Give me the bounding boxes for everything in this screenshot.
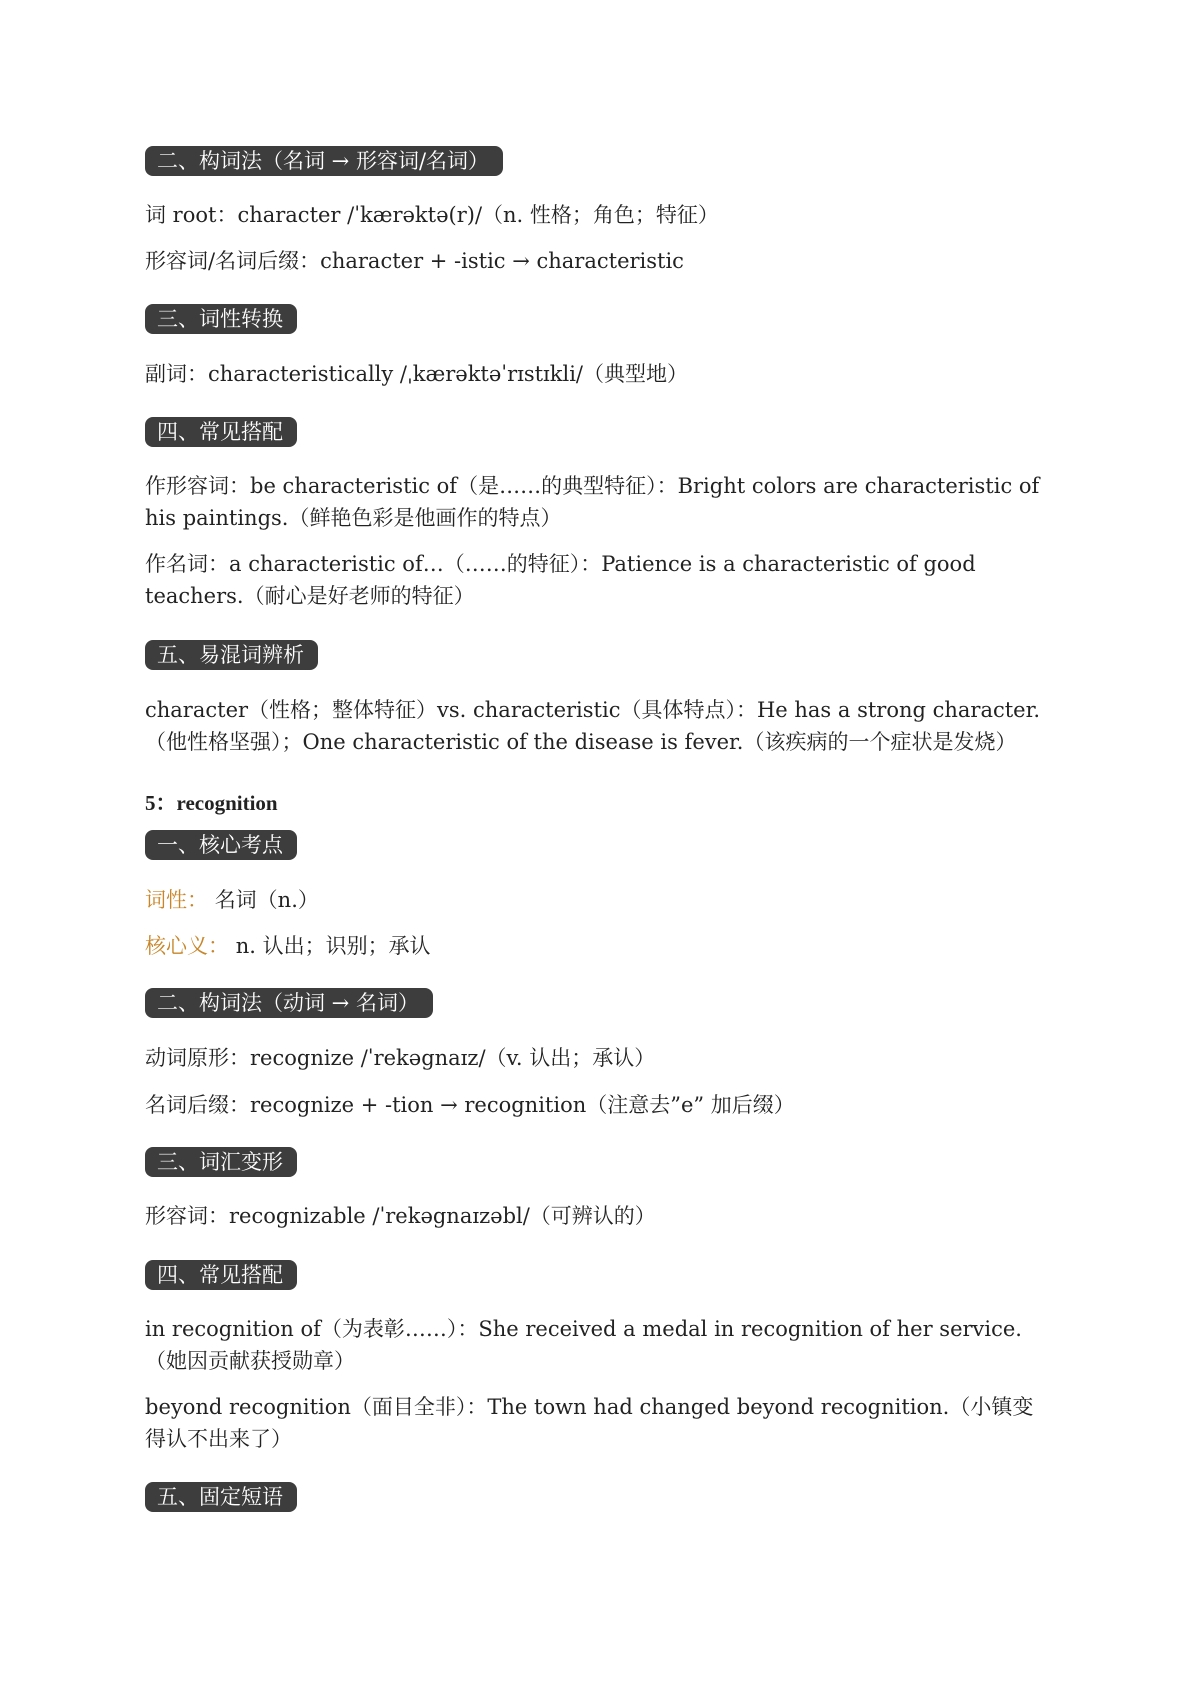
core-meaning-value: n. 认出；识别；承认 bbox=[235, 934, 431, 958]
noun-suffix-line: 名词后缀：recognize + -tion → recognition（注意去”e” 加后缀） bbox=[145, 1093, 795, 1117]
section-header-confusables bbox=[145, 640, 1050, 670]
confusable-paragraph: character（性格；整体特征）vs. characteristic（具体特点）：He has a strong character.（他性格坚强）；One characteristic of the disease is fever.（该疾病的一个症状是发烧） bbox=[145, 698, 1041, 754]
collocation-paragraph-2: beyond recognition（面目全非）：The town had changed beyond recognition.（小镇变得认不出来了） bbox=[145, 1395, 1034, 1451]
part-of-speech-value: 名词（n.） bbox=[214, 888, 319, 912]
section-header-label: 二、构词法（动词 → 名词） bbox=[145, 988, 433, 1018]
section-header-label: 四、常见搭配 bbox=[145, 417, 297, 447]
section-header-label: 三、词性转换 bbox=[145, 304, 297, 334]
verb-form-line: 动词原形：recognize /ˈrekəgnaɪz/（v. 认出；承认） bbox=[145, 1046, 656, 1070]
section-header-conversion bbox=[145, 304, 1050, 334]
part-of-speech-line bbox=[145, 884, 1050, 916]
adverb-line: 副词：characteristically /ˌkærəktəˈrɪstɪkli/（典型地） bbox=[145, 362, 688, 386]
word-title: 5：recognition bbox=[145, 791, 278, 815]
section-header-phrases bbox=[145, 1482, 1050, 1512]
section-header-label: 三、词汇变形 bbox=[145, 1147, 297, 1177]
collocation-paragraph-1: in recognition of（为表彰……）：She received a medal in recognition of her service.（她因贡献获授勋章） bbox=[145, 1317, 1022, 1373]
section-header-label: 四、常见搭配 bbox=[145, 1260, 297, 1290]
section-header-label: 二、构词法（名词 → 形容词/名词） bbox=[145, 146, 503, 176]
noun-usage-paragraph: 作名词：a characteristic of…（……的特征）：Patience is a characteristic of good teachers.（耐心是好老师的特征） bbox=[145, 552, 976, 608]
section-header-label: 五、易混词辨析 bbox=[145, 640, 318, 670]
suffix-line: 形容词/名词后缀：character + -istic → characteristic bbox=[145, 249, 684, 273]
section-header-core bbox=[145, 830, 1050, 860]
root-line: 词 root：character /ˈkærəktə(r)/（n. 性格；角色；特征） bbox=[145, 203, 719, 227]
section-header-formation bbox=[145, 146, 1050, 176]
core-meaning-line bbox=[145, 930, 1050, 962]
section-header-label: 五、固定短语 bbox=[145, 1482, 297, 1512]
section-header-label: 一、核心考点 bbox=[145, 830, 297, 860]
section-header-formation-2 bbox=[145, 988, 1050, 1018]
adjective-usage-paragraph: 作形容词：be characteristic of（是……的典型特征）：Bright colors are characteristic of his paintings.（鲜艳色彩是他画作的特点） bbox=[145, 474, 1040, 530]
section-header-collocations-2 bbox=[145, 1260, 1050, 1290]
section-header-collocations bbox=[145, 417, 1050, 447]
part-of-speech-label: 词性： bbox=[145, 888, 208, 912]
adjective-form-line: 形容词：recognizable /ˈrekəgnaɪzəbl/（可辨认的） bbox=[145, 1204, 656, 1228]
section-header-forms bbox=[145, 1147, 1050, 1177]
core-meaning-label: 核心义： bbox=[145, 934, 229, 958]
